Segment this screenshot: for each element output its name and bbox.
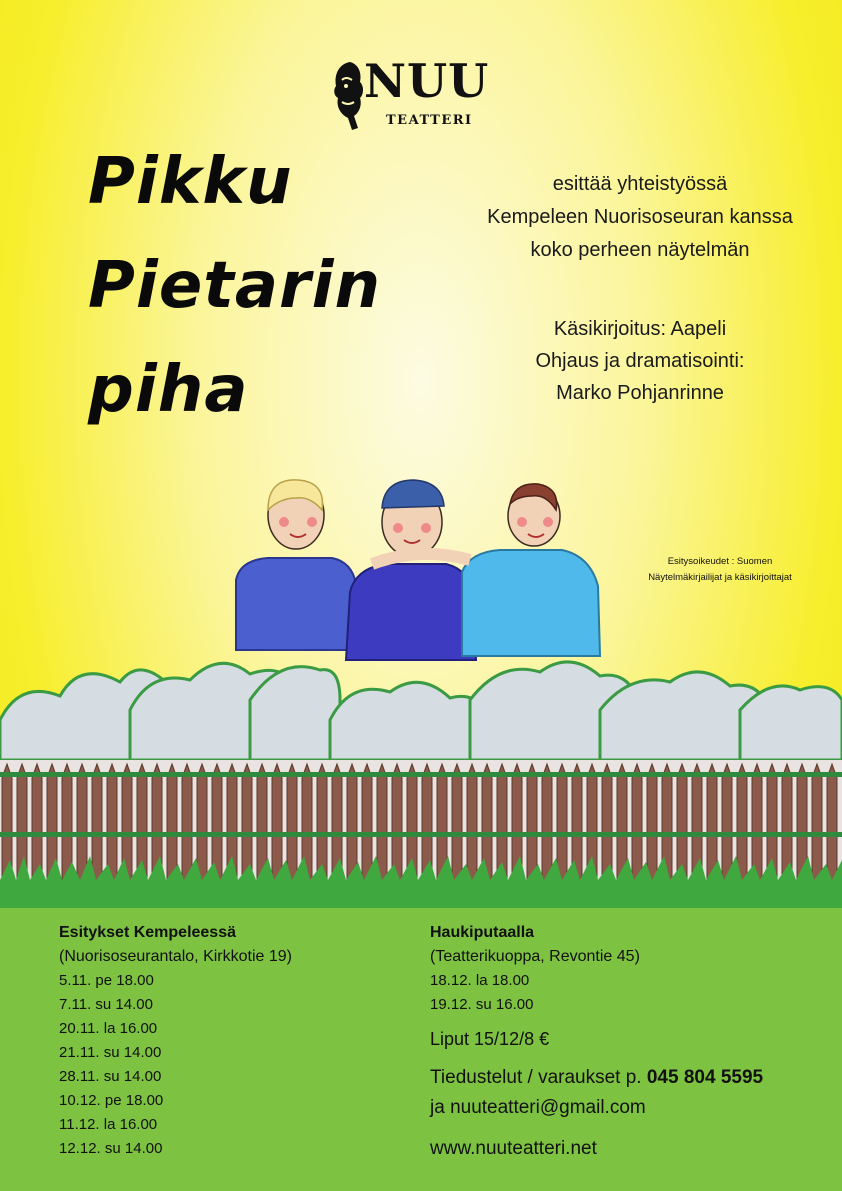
kempele-schedule — [59, 921, 292, 1161]
direction-label: Ohjaus ja dramatisointi: — [535, 350, 745, 372]
rights-line-1: Esitysoikeudet : Suomen — [667, 556, 773, 567]
show-date: 12.12. su 14.00 — [59, 1140, 163, 1157]
haukipudas-heading: Haukiputaalla — [430, 924, 535, 941]
intro-line-2: Kempeleen Nuorisoseuran kanssa — [487, 206, 793, 228]
intro-line-1: esittää yhteistyössä — [552, 173, 728, 195]
title-line-3: piha — [88, 353, 249, 427]
show-date: 20.11. la 16.00 — [59, 1020, 158, 1037]
intro-line-3: koko perheen näytelmän — [530, 239, 750, 261]
show-date: 10.12. pe 18.00 — [59, 1092, 164, 1109]
logo-subtitle: TEATTERI — [386, 113, 473, 128]
kempele-show-list — [59, 969, 292, 1161]
bushes — [0, 662, 842, 760]
show-date: 11.12. la 16.00 — [59, 1116, 158, 1133]
show-date: 28.11. su 14.00 — [59, 1068, 162, 1085]
character-blond — [236, 480, 360, 650]
logo-wordmark: NUU — [364, 54, 490, 108]
credits — [430, 313, 842, 409]
script-credit: Käsikirjoitus: Aapeli — [553, 318, 727, 340]
show-date: 5.11. pe 18.00 — [59, 972, 154, 989]
intro-text — [430, 168, 842, 267]
fence-illustration — [0, 460, 842, 912]
email-line[interactable]: ja nuuteatteri@gmail.com — [430, 1097, 646, 1118]
show-date: 19.12. su 16.00 — [430, 996, 534, 1013]
title-line-1: Pikku — [88, 145, 293, 219]
haukipudas-venue: (Teatterikuoppa, Revontie 45) — [430, 948, 640, 965]
rights-line-2: Näytelmäkirjailijat ja käsikirjoittajat — [648, 572, 792, 583]
website-link[interactable]: www.nuuteatteri.net — [430, 1138, 597, 1159]
kempele-venue: (Nuorisoseurantalo, Kirkkotie 19) — [59, 948, 292, 965]
ticket-prices: Liput 15/12/8 € — [430, 1029, 550, 1049]
show-date: 21.11. su 14.00 — [59, 1044, 162, 1061]
haukipudas-schedule — [430, 921, 763, 1163]
show-date: 18.12. la 18.00 — [430, 972, 530, 989]
contact-label: Tiedustelut / varaukset p. — [430, 1067, 642, 1088]
show-date: 7.11. su 14.00 — [59, 996, 153, 1013]
performance-info-panel — [0, 908, 842, 1191]
director-name: Marko Pohjanrinne — [556, 382, 724, 404]
phone-number[interactable]: 045 804 5595 — [646, 1067, 764, 1088]
character-cap — [346, 480, 476, 660]
title-line-2: Pietarin — [88, 249, 382, 323]
play-title — [88, 130, 381, 442]
contact-info — [430, 1063, 763, 1123]
kempele-heading: Esitykset Kempeleessä — [59, 924, 236, 941]
